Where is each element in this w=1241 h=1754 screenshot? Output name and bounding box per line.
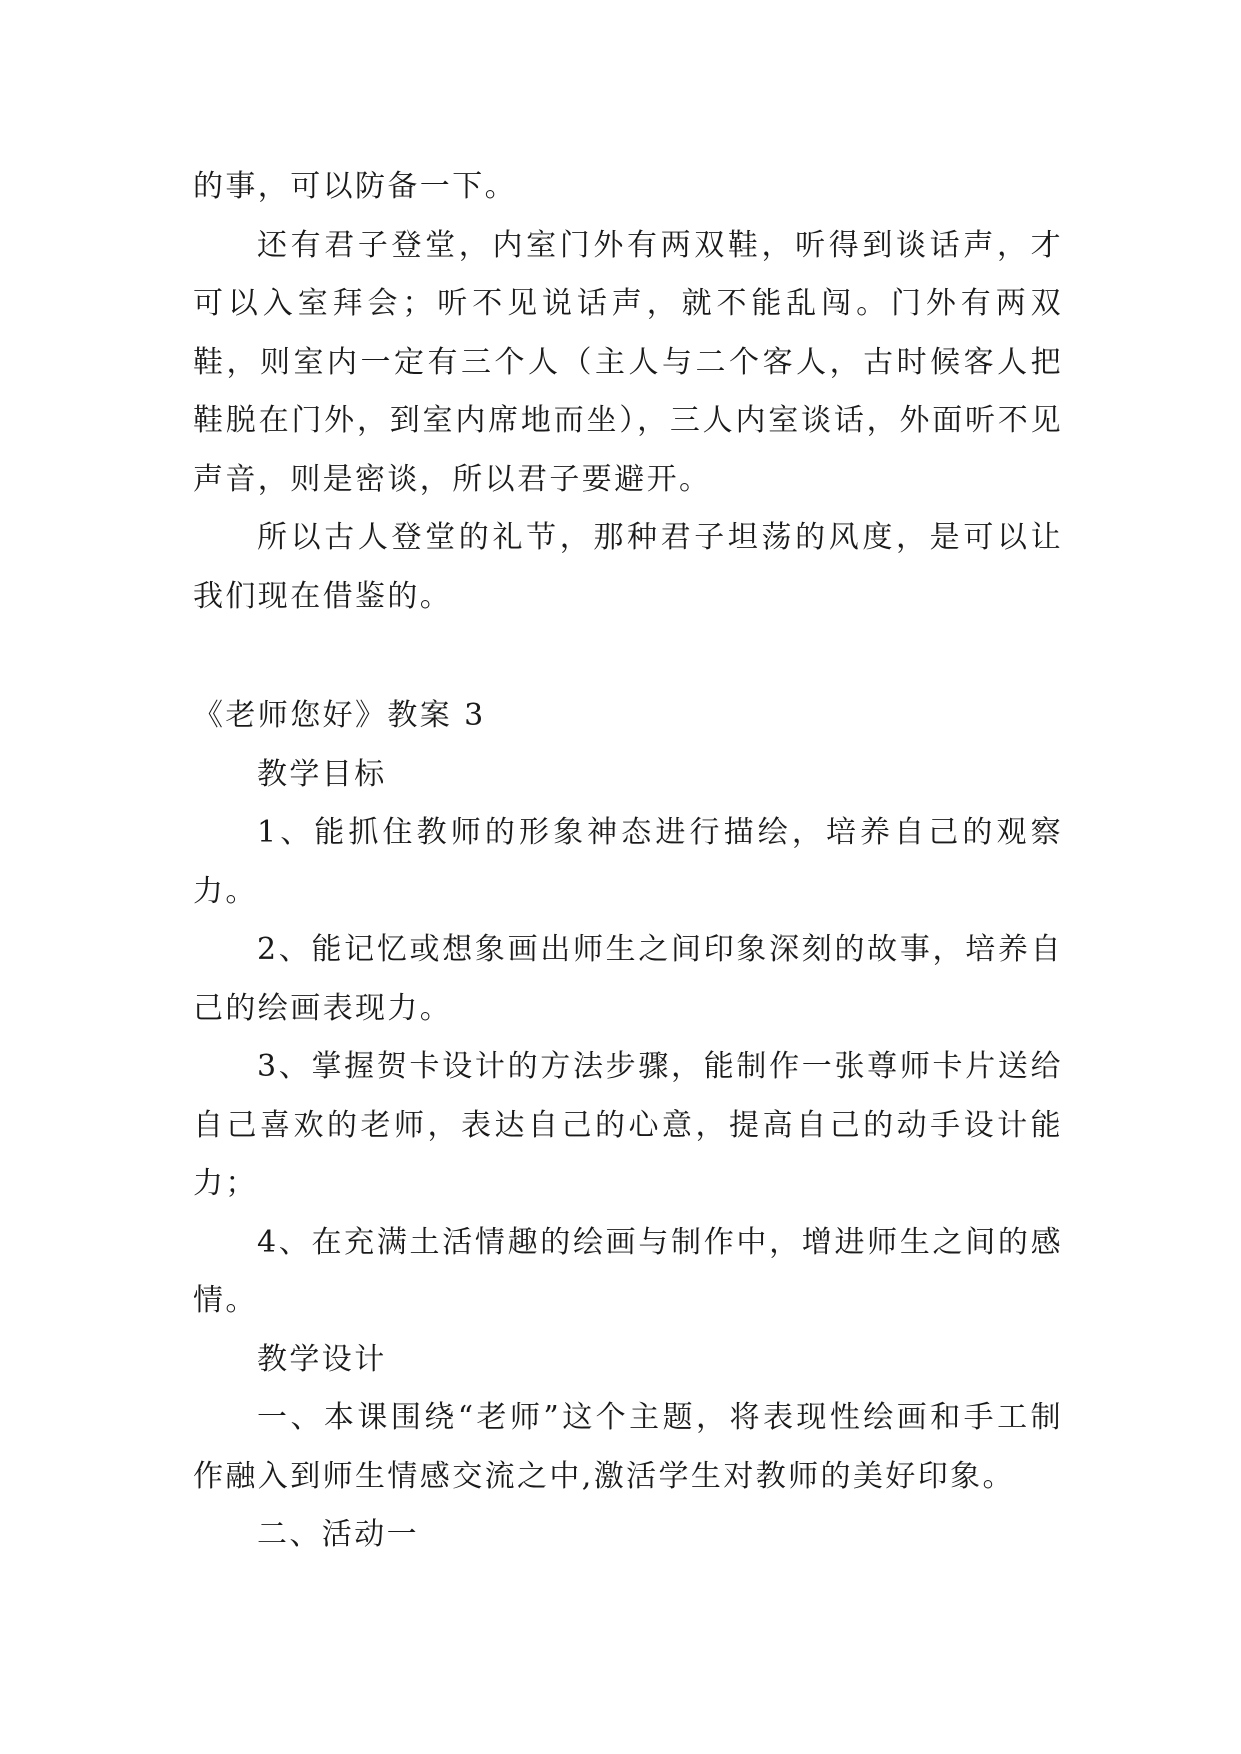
design-item-1: 一、本课围绕“老师”这个主题，将表现性绘画和手工制作融入到师生情感交流之中,激活学生对教师的美好印象。 xyxy=(193,1400,1063,1494)
lesson-title: 《老师您好》教案 3 xyxy=(193,698,486,733)
objective-item-2: 2、能记忆或想象画出师生之间印象深刻的故事，培养自己的绘画表现力。 xyxy=(193,932,1063,1026)
paragraph-conclusion: 所以古人登堂的礼节，那种君子坦荡的风度，是可以让我们现在借鉴的。 xyxy=(193,520,1063,614)
design-heading: 教学设计 xyxy=(257,1341,387,1377)
paragraph-shoes-etiquette: 还有君子登堂，内室门外有两双鞋，听得到谈话声，才可以入室拜会；听不见说话声，就不能乱闯。门外有两双鞋，则室内一定有三个人（主人与二个客人，古时候客人把鞋脱在门外，到室内席地而坐），三人内室谈话，外面听不见声音，则是密谈，所以君子要避开。 xyxy=(193,227,1063,497)
objective-item-1: 1、能抓住教师的形象神态进行描绘，培养自己的观察力。 xyxy=(193,815,1063,909)
design-item-2: 二、活动一 xyxy=(257,1517,419,1552)
objective-item-4: 4、在充满土活情趣的绘画与制作中，增进师生之间的感情。 xyxy=(193,1224,1063,1318)
objectives-heading: 教学目标 xyxy=(257,756,387,792)
lesson-plan-section xyxy=(193,687,1063,1565)
paragraph-continuation: 的事，可以防备一下。 xyxy=(193,169,517,204)
continuation-section xyxy=(193,158,1063,626)
objective-item-3: 3、掌握贺卡设计的方法步骤，能制作一张尊师卡片送给自己喜欢的老师，表达自己的心意，提高自己的动手设计能力； xyxy=(193,1049,1063,1201)
